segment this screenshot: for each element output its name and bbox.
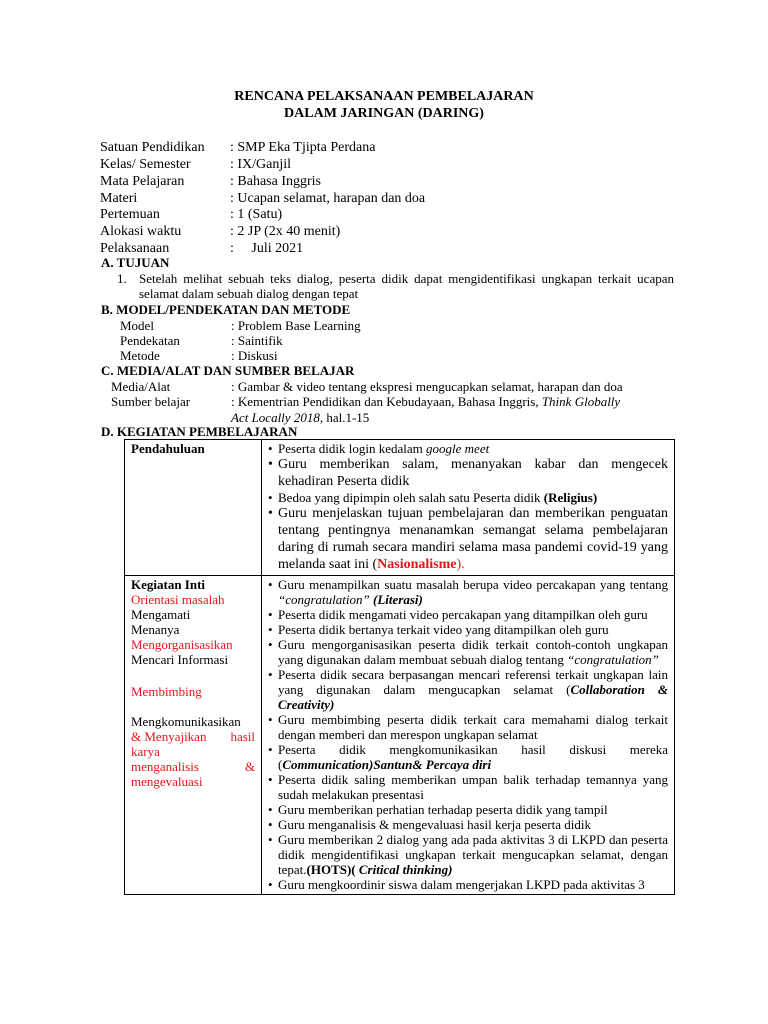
step-orientasi: Orientasi masalah (131, 592, 225, 607)
list-item: • Peserta didik mengkomunikasikan hasil diskusi mereka (Communication)Santun& Percaya diri (268, 742, 668, 772)
step-mengkomunikasikan: Mengkomunikasikan (131, 714, 241, 729)
pendahuluan-label-cell (125, 440, 262, 576)
identity-value: : SMP Eka Tjipta Perdana (230, 140, 376, 155)
step-mengevaluasi: mengevaluasi (131, 774, 203, 789)
sumber-label: Sumber belajar (111, 394, 191, 409)
document-title-line1: RENCANA PELAKSANAAN PEMBELAJARAN (234, 89, 534, 104)
step-mengamati: Mengamati (131, 607, 191, 622)
pendahuluan-list (268, 441, 668, 573)
method-label: Pendekatan (120, 333, 180, 348)
sumber-value (231, 394, 620, 409)
list-item: • Guru memberikan salam, menanyakan kabar dan mengecek kehadiran Peserta didik (268, 456, 668, 490)
inti-list (268, 577, 668, 892)
identity-label: Materi (100, 191, 138, 206)
method-value: : Saintifik (231, 333, 283, 348)
tujuan-number: 1. (117, 271, 127, 286)
identity-value: : 2 JP (2x 40 menit) (230, 224, 341, 239)
list-item: • Guru mengorganisasikan peserta didik terkait contoh-contoh ungkapan yang digunakan dalam membuat sebuah dialog tentang “congratulation” (268, 637, 668, 667)
identity-value: : Bahasa Inggris (230, 174, 321, 189)
pendahuluan-label: Pendahuluan (131, 441, 205, 456)
section-a-heading: A. TUJUAN (101, 255, 170, 270)
list-item: • Guru memberikan 2 dialog yang ada pada aktivitas 3 di LKPD dan peserta didik mengidentifikasi ungkapan terkait mengucapkan selamat, dengan tepat.(HOTS)( Critical thinking) (268, 832, 668, 877)
identity-value: : IX/Ganjil (230, 157, 292, 172)
sumber-text: : Kementrian Pendidikan dan Kebudayaan, Bahasa Inggris, (231, 394, 542, 409)
list-item: • Peserta didik bertanya terkait video yang ditampilkan oleh guru (268, 622, 668, 637)
sumber-title: Think Globally (541, 394, 621, 409)
identity-label: Kelas/ Semester (100, 157, 191, 172)
step-menyajikan: & Menyajikan hasil (131, 729, 255, 744)
document-title-line2: DALAM JARINGAN (DARING) (284, 106, 484, 121)
list-item: • Peserta didik mengamati video percakapan yang ditampilkan oleh guru (268, 607, 668, 622)
method-value: : Problem Base Learning (231, 318, 361, 333)
identity-label: Pertemuan (100, 207, 160, 222)
inti-label: Kegiatan Inti (131, 577, 206, 592)
step-mengorganisasikan: Mengorganisasikan (131, 637, 233, 652)
table-row (125, 440, 675, 576)
sumber-row-cont (231, 410, 369, 425)
inti-content-cell (262, 576, 675, 895)
table-row (125, 576, 675, 895)
list-item: • Guru menjelaskan tujuan pembelajaran dan memberikan penguatan tentang pentingnya menanamkan semangat selama pembelajaran daring di rumah secara mandiri selama masa pandemi covid-19 yang melanda saat ini (Nasionalisme). (268, 505, 668, 573)
step-membimbing: Membimbing (131, 684, 202, 699)
section-c-heading: C. MEDIA/ALAT DAN SUMBER BELAJAR (101, 363, 355, 378)
sumber-title-cont: Act Locally 2018 (231, 410, 320, 425)
list-item: • Guru mengkoordinir siswa dalam mengerjakan LKPD pada aktivitas 3 (268, 877, 668, 892)
media-label: Media/Alat (111, 379, 171, 394)
tujuan-text: Setelah melihat sebuah teks dialog, peserta didik dapat mengidentifikasi ungkapan terkait ucapan selamat dalam sebuah dialog dengan tepat (139, 271, 674, 301)
pendahuluan-content-cell (262, 440, 675, 576)
kegiatan-table (124, 439, 675, 895)
list-item: • Peserta didik saling memberikan umpan balik terhadap temannya yang sudah melakukan presentasi (268, 772, 668, 802)
identity-label: Alokasi waktu (100, 224, 182, 239)
list-item: • Peserta didik secara berpasangan mencari referensi terkait ungkapan lain yang digunakan dalam mengucapkan selamat (Collaboration & Creativity) (268, 667, 668, 712)
list-item: • Peserta didik login kedalam google meet (268, 441, 668, 456)
method-value: : Diskusi (231, 348, 278, 363)
list-item: • Bedoa yang dipimpin oleh salah satu Peserta didik (Religius) (268, 490, 668, 505)
list-item: • Guru membimbing peserta didik terkait cara memahami dialog terkait dengan memberi dan merespon ungkapan selamat (268, 712, 668, 742)
step-menganalisis: menganalisis & (131, 759, 255, 774)
step-menanya: Menanya (131, 622, 180, 637)
step-mencari: Mencari Informasi (131, 652, 229, 667)
section-d-heading: D. KEGIATAN PEMBELAJARAN (101, 424, 298, 439)
list-item: • Guru memberikan perhatian terhadap peserta didik yang tampil (268, 802, 668, 817)
inti-label-cell (125, 576, 262, 895)
media-value: : Gambar & video tentang ekspresi mengucapkan selamat, harapan dan doa (231, 379, 623, 394)
identity-value: : 1 (Satu) (230, 207, 283, 222)
section-b-heading: B. MODEL/PENDEKATAN DAN METODE (101, 302, 351, 317)
step-karya: karya (131, 744, 160, 759)
identity-label: Satuan Pendidikan (100, 140, 205, 155)
identity-label: Pelaksanaan (100, 241, 170, 256)
method-label: Metode (120, 348, 160, 363)
identity-value: : Ucapan selamat, harapan dan doa (230, 191, 426, 206)
identity-label: Mata Pelajaran (100, 174, 185, 189)
method-label: Model (120, 318, 154, 333)
list-item: • Guru menganalisis & mengevaluasi hasil kerja peserta didik (268, 817, 668, 832)
list-item: • Guru menampilkan suatu masalah berupa video percakapan yang tentang “congratulation” (Literasi) (268, 577, 668, 607)
identity-value: : Juli 2021 (230, 241, 304, 256)
sumber-pages: , hal.1-15 (319, 410, 370, 425)
